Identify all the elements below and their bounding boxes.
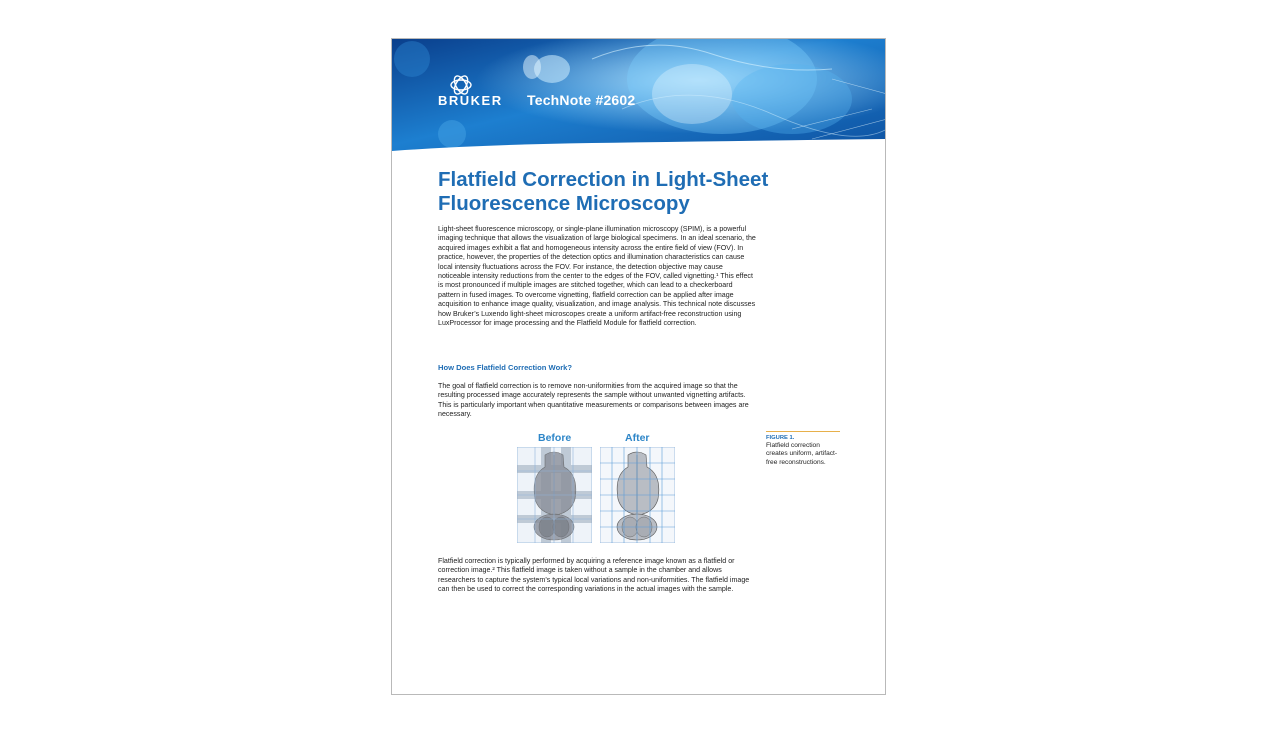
figure-caption-title: FIGURE 1. bbox=[766, 435, 795, 441]
document-title: Flatfield Correction in Light-Sheet Fluorescence Microscopy bbox=[438, 168, 769, 215]
technote-id: #2602 bbox=[595, 92, 636, 108]
figure-after-label: After bbox=[625, 432, 650, 444]
technote-series: TechNote bbox=[527, 92, 592, 108]
figure-caption-text: Flatfield correction creates uniform, artifact-free reconstructions. bbox=[766, 442, 838, 466]
goal-paragraph: The goal of flatfield correction is to remove non-uniformities from the acquired image so that the resulting processed image accurately represents the sample without unwanted vignetting artifacts. This is particularly important when quantitative measurements or comparisons between images are necessary. bbox=[438, 382, 749, 419]
bruker-logo bbox=[438, 79, 503, 108]
bruker-wordmark: BRUKER bbox=[438, 93, 503, 108]
technote-page bbox=[391, 38, 886, 695]
figure-before-panel bbox=[517, 447, 592, 543]
figure-before-label: Before bbox=[538, 432, 572, 444]
method-paragraph: Flatfield correction is typically performed by acquiring a reference image known as a flatfield or correction image.² This flatfield image is taken without a sample in the chamber and allows researchers to capture the system’s typical local variations and non-uniformities. The flatfield image can then be used to correct the corresponding variations in the actual images with the sample. bbox=[438, 557, 750, 594]
bruker-logo-mark bbox=[450, 73, 472, 97]
figure-caption bbox=[766, 431, 840, 467]
figure-after-panel bbox=[600, 447, 675, 543]
technote-number bbox=[527, 92, 635, 108]
header-banner bbox=[392, 39, 886, 157]
section-heading: How Does Flatfield Correction Work? bbox=[438, 363, 573, 372]
intro-paragraph: Light-sheet fluorescence microscopy, or single-plane illumination microscopy (SPIM), is a powerful imaging technique that allows the visualization of large biological specimens. In an ideal scenario, the acquired images exhibit a flat and homogeneous intensity across the entire field of view (FOV). In practice, however, the properties of the detection optics and illumination characteristics can cause local intensity fluctuations across the FOV. For instance, the detection objective may cause noticeable intensity reductions from the center to the edges of the FOV, called vignetting.¹ This effect is most pronounced if multiple images are stitched together, which can lead to a checkerboard pattern in fused images. To overcome vignetting, flatfield correction can be applied after image acquisition to enhance image quality, visualization, and image analysis. This technical note discusses how Bruker’s Luxendo light-sheet microscopes create a uniform artifact-free reconstruction using LuxProcessor for image processing and the Flatfield Module for flatfield correction. bbox=[438, 225, 756, 328]
